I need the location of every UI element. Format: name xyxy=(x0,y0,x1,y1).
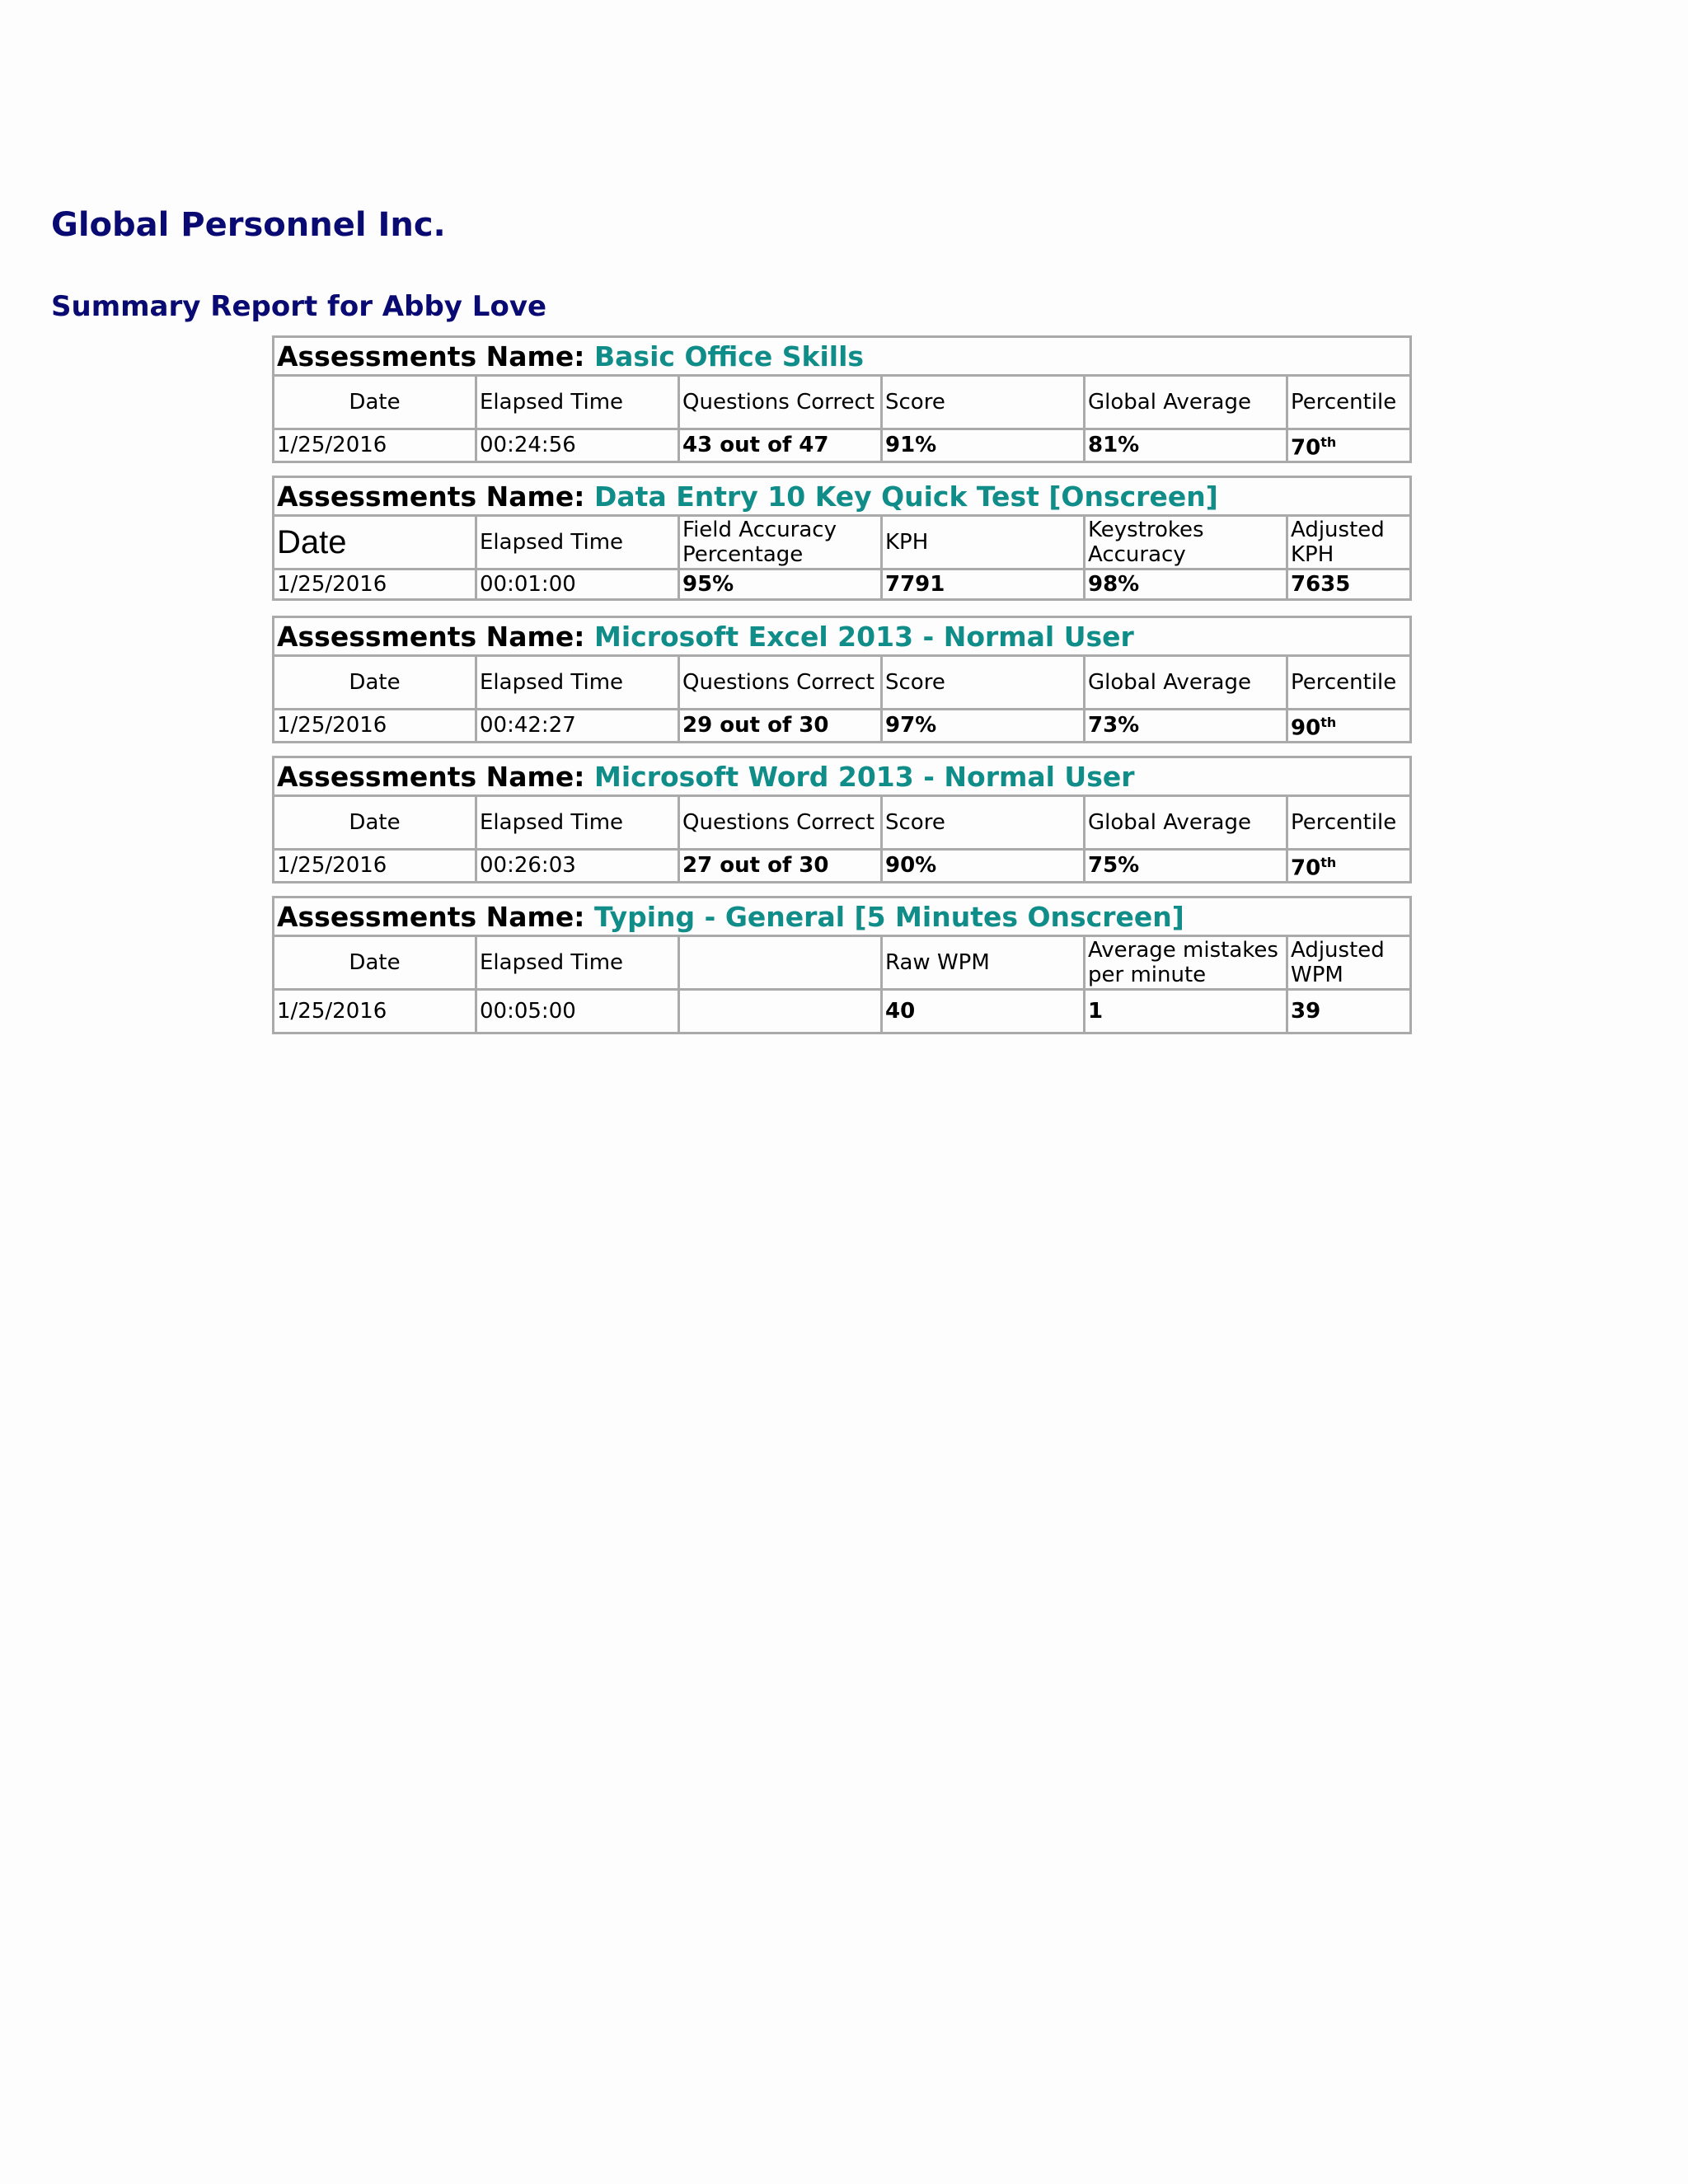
column-header-row xyxy=(274,516,1411,569)
assessment-table xyxy=(272,896,1412,1034)
assessment-microsoft-excel-2013 xyxy=(272,616,1409,743)
percentile-suffix: th xyxy=(1320,434,1337,450)
value-score: 90% xyxy=(882,850,1085,883)
value-elapsed-time: 00:01:00 xyxy=(476,569,679,600)
value-global-average: 81% xyxy=(1085,429,1287,462)
assessment-table xyxy=(272,616,1412,743)
column-header-row xyxy=(274,656,1411,710)
value-date: 1/25/2016 xyxy=(274,710,476,743)
assessment-name-label: Assessments Name: xyxy=(277,760,585,793)
value-elapsed-time: 00:26:03 xyxy=(476,850,679,883)
company-name: Global Personnel Inc. xyxy=(51,206,446,244)
header-questions-correct: Questions Correct xyxy=(679,656,882,710)
value-date: 1/25/2016 xyxy=(274,850,476,883)
header-score: Score xyxy=(882,376,1085,429)
table-row xyxy=(274,710,1411,743)
assessment-microsoft-word-2013 xyxy=(272,756,1409,883)
assessment-name-label: Assessments Name: xyxy=(277,340,585,373)
header-questions-correct: Questions Correct xyxy=(679,796,882,850)
header-average-mistakes: Average mistakes per minute xyxy=(1085,936,1287,990)
assessment-name: Typing - General [5 Minutes Onscreen] xyxy=(594,900,1184,933)
header-questions-correct: Questions Correct xyxy=(679,376,882,429)
assessment-name-row xyxy=(274,477,1411,516)
assessment-name-cell xyxy=(274,617,1411,656)
header-percentile: Percentile xyxy=(1287,376,1411,429)
value-elapsed-time: 00:05:00 xyxy=(476,990,679,1033)
value-score: 91% xyxy=(882,429,1085,462)
header-raw-wpm: Raw WPM xyxy=(882,936,1085,990)
header-date: Date xyxy=(274,656,476,710)
value-keystrokes-accuracy: 98% xyxy=(1085,569,1287,600)
header-percentile: Percentile xyxy=(1287,796,1411,850)
value-elapsed-time: 00:42:27 xyxy=(476,710,679,743)
percentile-number: 70 xyxy=(1291,435,1321,461)
value-date: 1/25/2016 xyxy=(274,429,476,462)
assessment-name-cell xyxy=(274,898,1411,936)
header-elapsed-time: Elapsed Time xyxy=(476,516,679,569)
value-empty xyxy=(679,990,882,1033)
header-global-average: Global Average xyxy=(1085,796,1287,850)
assessment-name-label: Assessments Name: xyxy=(277,900,585,933)
header-date: Date xyxy=(274,936,476,990)
assessment-data-entry-10-key xyxy=(272,476,1409,601)
percentile-number: 70 xyxy=(1291,855,1321,881)
value-questions-correct: 43 out of 47 xyxy=(679,429,882,462)
value-field-accuracy: 95% xyxy=(679,569,882,600)
value-date: 1/25/2016 xyxy=(274,990,476,1033)
assessment-basic-office-skills xyxy=(272,335,1409,463)
value-questions-correct: 27 out of 30 xyxy=(679,850,882,883)
assessment-table xyxy=(272,335,1412,463)
assessment-name-label: Assessments Name: xyxy=(277,480,585,513)
value-global-average: 75% xyxy=(1085,850,1287,883)
header-date: Date xyxy=(274,516,476,569)
assessment-name: Basic Office Skills xyxy=(594,340,865,373)
assessment-typing-general xyxy=(272,896,1409,1034)
header-field-accuracy: Field Accuracy Percentage xyxy=(679,516,882,569)
value-score: 97% xyxy=(882,710,1085,743)
column-header-row xyxy=(274,936,1411,990)
value-percentile xyxy=(1287,429,1411,462)
percentile-number: 90 xyxy=(1291,715,1321,741)
header-score: Score xyxy=(882,796,1085,850)
header-empty xyxy=(679,936,882,990)
table-row xyxy=(274,569,1411,600)
table-row xyxy=(274,429,1411,462)
header-percentile: Percentile xyxy=(1287,656,1411,710)
assessment-name-row xyxy=(274,337,1411,376)
assessment-table xyxy=(272,756,1412,883)
header-date: Date xyxy=(274,796,476,850)
value-adjusted-wpm: 39 xyxy=(1287,990,1411,1033)
header-adjusted-wpm: Adjusted WPM xyxy=(1287,936,1411,990)
value-percentile xyxy=(1287,850,1411,883)
value-raw-wpm: 40 xyxy=(882,990,1085,1033)
assessment-name: Data Entry 10 Key Quick Test [Onscreen] xyxy=(594,480,1218,513)
assessment-name-label: Assessments Name: xyxy=(277,620,585,653)
value-elapsed-time: 00:24:56 xyxy=(476,429,679,462)
header-elapsed-time: Elapsed Time xyxy=(476,656,679,710)
value-percentile xyxy=(1287,710,1411,743)
header-global-average: Global Average xyxy=(1085,656,1287,710)
assessment-name-row xyxy=(274,898,1411,936)
column-header-row xyxy=(274,376,1411,429)
value-average-mistakes: 1 xyxy=(1085,990,1287,1033)
value-global-average: 73% xyxy=(1085,710,1287,743)
assessment-name-cell xyxy=(274,477,1411,516)
header-date: Date xyxy=(274,376,476,429)
header-elapsed-time: Elapsed Time xyxy=(476,936,679,990)
table-row xyxy=(274,990,1411,1033)
header-keystrokes-accuracy: Keystrokes Accuracy xyxy=(1085,516,1287,569)
report-title: Summary Report for Abby Love xyxy=(51,290,547,323)
value-kph: 7791 xyxy=(882,569,1085,600)
assessment-name-cell xyxy=(274,337,1411,376)
value-questions-correct: 29 out of 30 xyxy=(679,710,882,743)
value-date: 1/25/2016 xyxy=(274,569,476,600)
header-global-average: Global Average xyxy=(1085,376,1287,429)
assessment-name-row xyxy=(274,617,1411,656)
header-kph: KPH xyxy=(882,516,1085,569)
header-elapsed-time: Elapsed Time xyxy=(476,376,679,429)
column-header-row xyxy=(274,796,1411,850)
percentile-suffix: th xyxy=(1320,855,1337,870)
assessment-name-row xyxy=(274,757,1411,796)
value-adjusted-kph: 7635 xyxy=(1287,569,1411,600)
header-score: Score xyxy=(882,656,1085,710)
assessment-name: Microsoft Excel 2013 - Normal User xyxy=(594,620,1134,653)
assessment-name-cell xyxy=(274,757,1411,796)
table-row xyxy=(274,850,1411,883)
assessment-name: Microsoft Word 2013 - Normal User xyxy=(594,760,1135,793)
assessment-table xyxy=(272,476,1412,601)
header-elapsed-time: Elapsed Time xyxy=(476,796,679,850)
percentile-suffix: th xyxy=(1320,715,1337,730)
header-adjusted-kph: Adjusted KPH xyxy=(1287,516,1411,569)
